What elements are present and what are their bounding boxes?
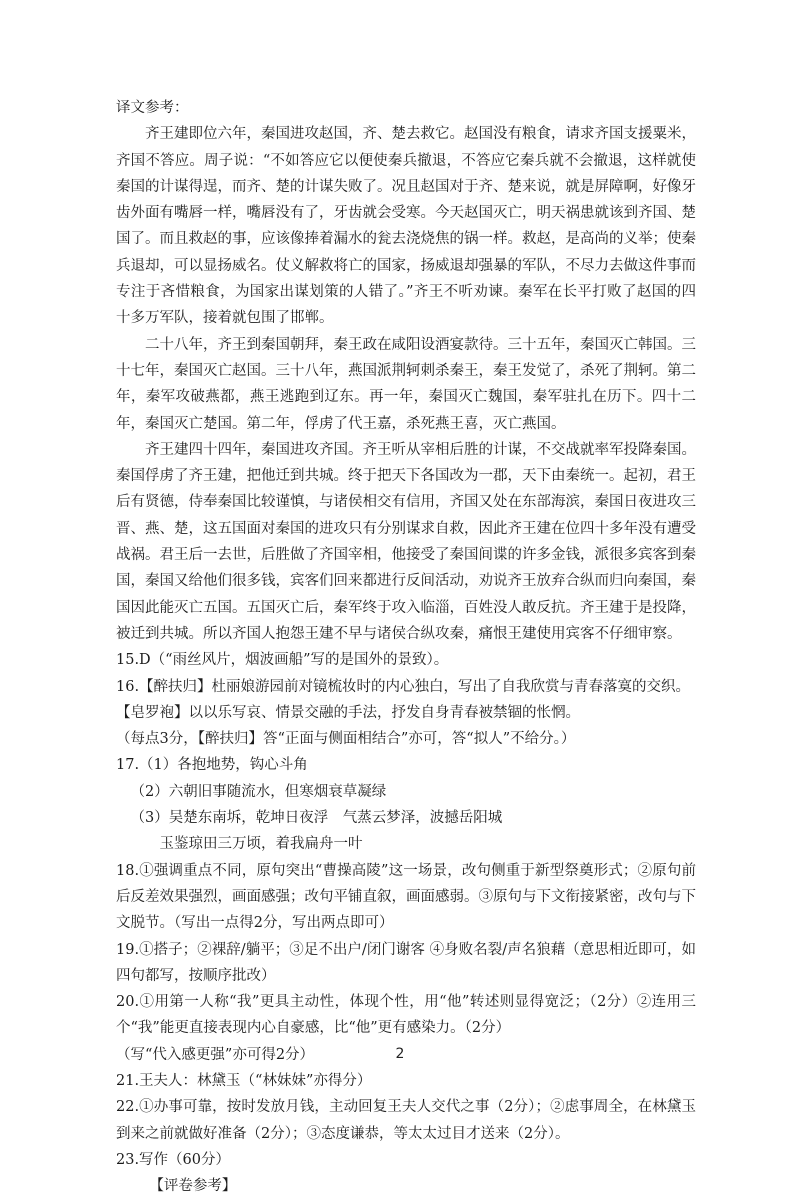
answer-17-item-3-continued: 玉鉴琼田三万顷，着我扁舟一叶 [159, 836, 363, 853]
page-content [116, 95, 696, 1199]
answer-22: 22.①办事可靠，按时发放月钱，主动回复王夫人交代之事（2分）；②虑事周全，在林黛玉到来之前就做好准备（2分）；③态度谦恭，等太太过目才送来（2分）。 [116, 1099, 696, 1142]
answer-18: 18.①强调重点不同，原句突出“曹操高陵”这一场景，改句侧重于新型祭奠形式；②原句前后反差效果强烈，画面感强；改句平铺直叙，画面感弱。③原句与下文衔接紧密，改句与下文脱节。（写出一点得2分，写出两点即可） [116, 862, 696, 932]
answer-17-item-2: （2）六朝旧事随流水，但寒烟衰草凝绿 [130, 783, 387, 800]
answer-16-part-a: 16.【醉扶归】杜丽娘游园前对镜梳妆时的内心独白，写出了自我欣赏与青春落寞的交织。 [116, 678, 691, 695]
answer-17-item-1: 17.（1）各抱地势，钩心斗角 [116, 757, 308, 774]
translation-paragraph-3: 齐王建四十四年，秦国进攻齐国。齐王听从宰相后胜的计谋，不交战就率军投降秦国。秦国俘虏了齐王建，把他迁到共城。终于把天下各国改为一郡，天下由秦统一。起初，君王后有贤德，侍奉秦国比较谨慎，与诸侯相交有信用，齐国又处在东部海滨，秦国日夜进攻三晋、燕、楚，这五国面对秦国的进攻只有分别谋求自救，因此齐王建在位四十多年没有遭受战祸。君王后一去世，后胜做了齐国宰相，他接受了秦国间谍的许多金钱，派很多宾客到秦国，秦国又给他们很多钱，宾客们回来都进行反间活动，劝说齐王放弃合纵而归向秦国，秦国因此能灭亡五国。五国灭亡后，秦军终于攻入临淄，百姓没人敢反抗。齐王建于是投降，被迁到共城。所以齐国人抱怨王建不早与诸侯合纵攻秦，痛恨王建使用宾客不仔细审察。 [116, 441, 696, 642]
answer-16-note: （每点3分，【醉扶归】答“正面与侧面相结合”亦可，答“拟人”不给分。） [116, 731, 576, 748]
page-number: 2 [395, 1046, 405, 1062]
translation-paragraph-2: 二十八年，齐王到秦国朝拜，秦王政在咸阳设酒宴款待。三十五年，秦国灭亡韩国。三十七年，秦国灭亡赵国。三十八年，燕国派荆轲刺杀秦王，秦王发觉了，杀死了荆轲。第二年，秦军攻破燕都，燕王逃跑到辽东。再一年，秦国灭亡魏国，秦军驻扎在历下。四十二年，秦国灭亡楚国。第二年，俘虏了代王嘉，杀死燕王喜，灭亡燕国。 [116, 336, 696, 432]
answer-23: 23.写作（60分） [116, 1151, 231, 1168]
answer-19: 19.①搭子；②裸辞/躺平；③足不出户/闭门谢客 ④身败名裂/声名狼藉（意思相近即可，如四句都写，按顺序批改） [116, 941, 696, 984]
translation-paragraph-1: 齐王建即位六年，秦国进攻赵国，齐、楚去救它。赵国没有粮食，请求齐国支援粟米，齐国不答应。周子说：“不如答应它以便使秦兵撤退，不答应它秦兵就不会撤退，这样就使秦国的计谋得逞，而齐、楚的计谋失败了。况且赵国对于齐、楚来说，就是屏障啊，好像牙齿外面有嘴唇一样，嘴唇没有了，牙齿就会受寒。今天赵国灭亡，明天祸患就该到齐国、楚国了。而且救赵的事，应该像捧着漏水的瓮去浇烧焦的锅一样。救赵，是高尚的义举；使秦兵退却，可以显扬威名。仗义解救将亡的国家，扬威退却强暴的军队，不尽力去做这件事而专注于吝惜粮食，为国家出谋划策的人错了。”齐王不听劝谏。秦军在长平打败了赵国的四十多万军队，接着就包围了邯郸。 [116, 126, 696, 327]
answer-21: 21.王夫人：林黛玉（“林妹妹”亦得分） [116, 1072, 372, 1089]
answer-20: 20.①用第一人称“我”更具主动性，体现个性，用“他”转述则显得宽泛；（2分）②连用三个“我”能更直接表现内心自豪感，比“他”更有感染力。（2分） [116, 994, 696, 1037]
answer-17-item-3: （3）吴楚东南坼，乾坤日夜浮 气蒸云梦泽，波撼岳阳城 [130, 810, 503, 827]
answer-23-rubric-heading: 【评卷参考】 [149, 1178, 237, 1195]
answer-20-note: （写“代入感更强”亦可得2分） [116, 1046, 315, 1063]
answer-16-part-b: 【皂罗袍】以以乐写哀、情景交融的手法，抒发自身青春被禁锢的怅惘。 [116, 704, 580, 721]
answer-15: 15.D（“雨丝风片，烟波画船”写的是国外的景致）。 [116, 652, 449, 669]
translation-heading: 译文参考： [116, 100, 189, 116]
